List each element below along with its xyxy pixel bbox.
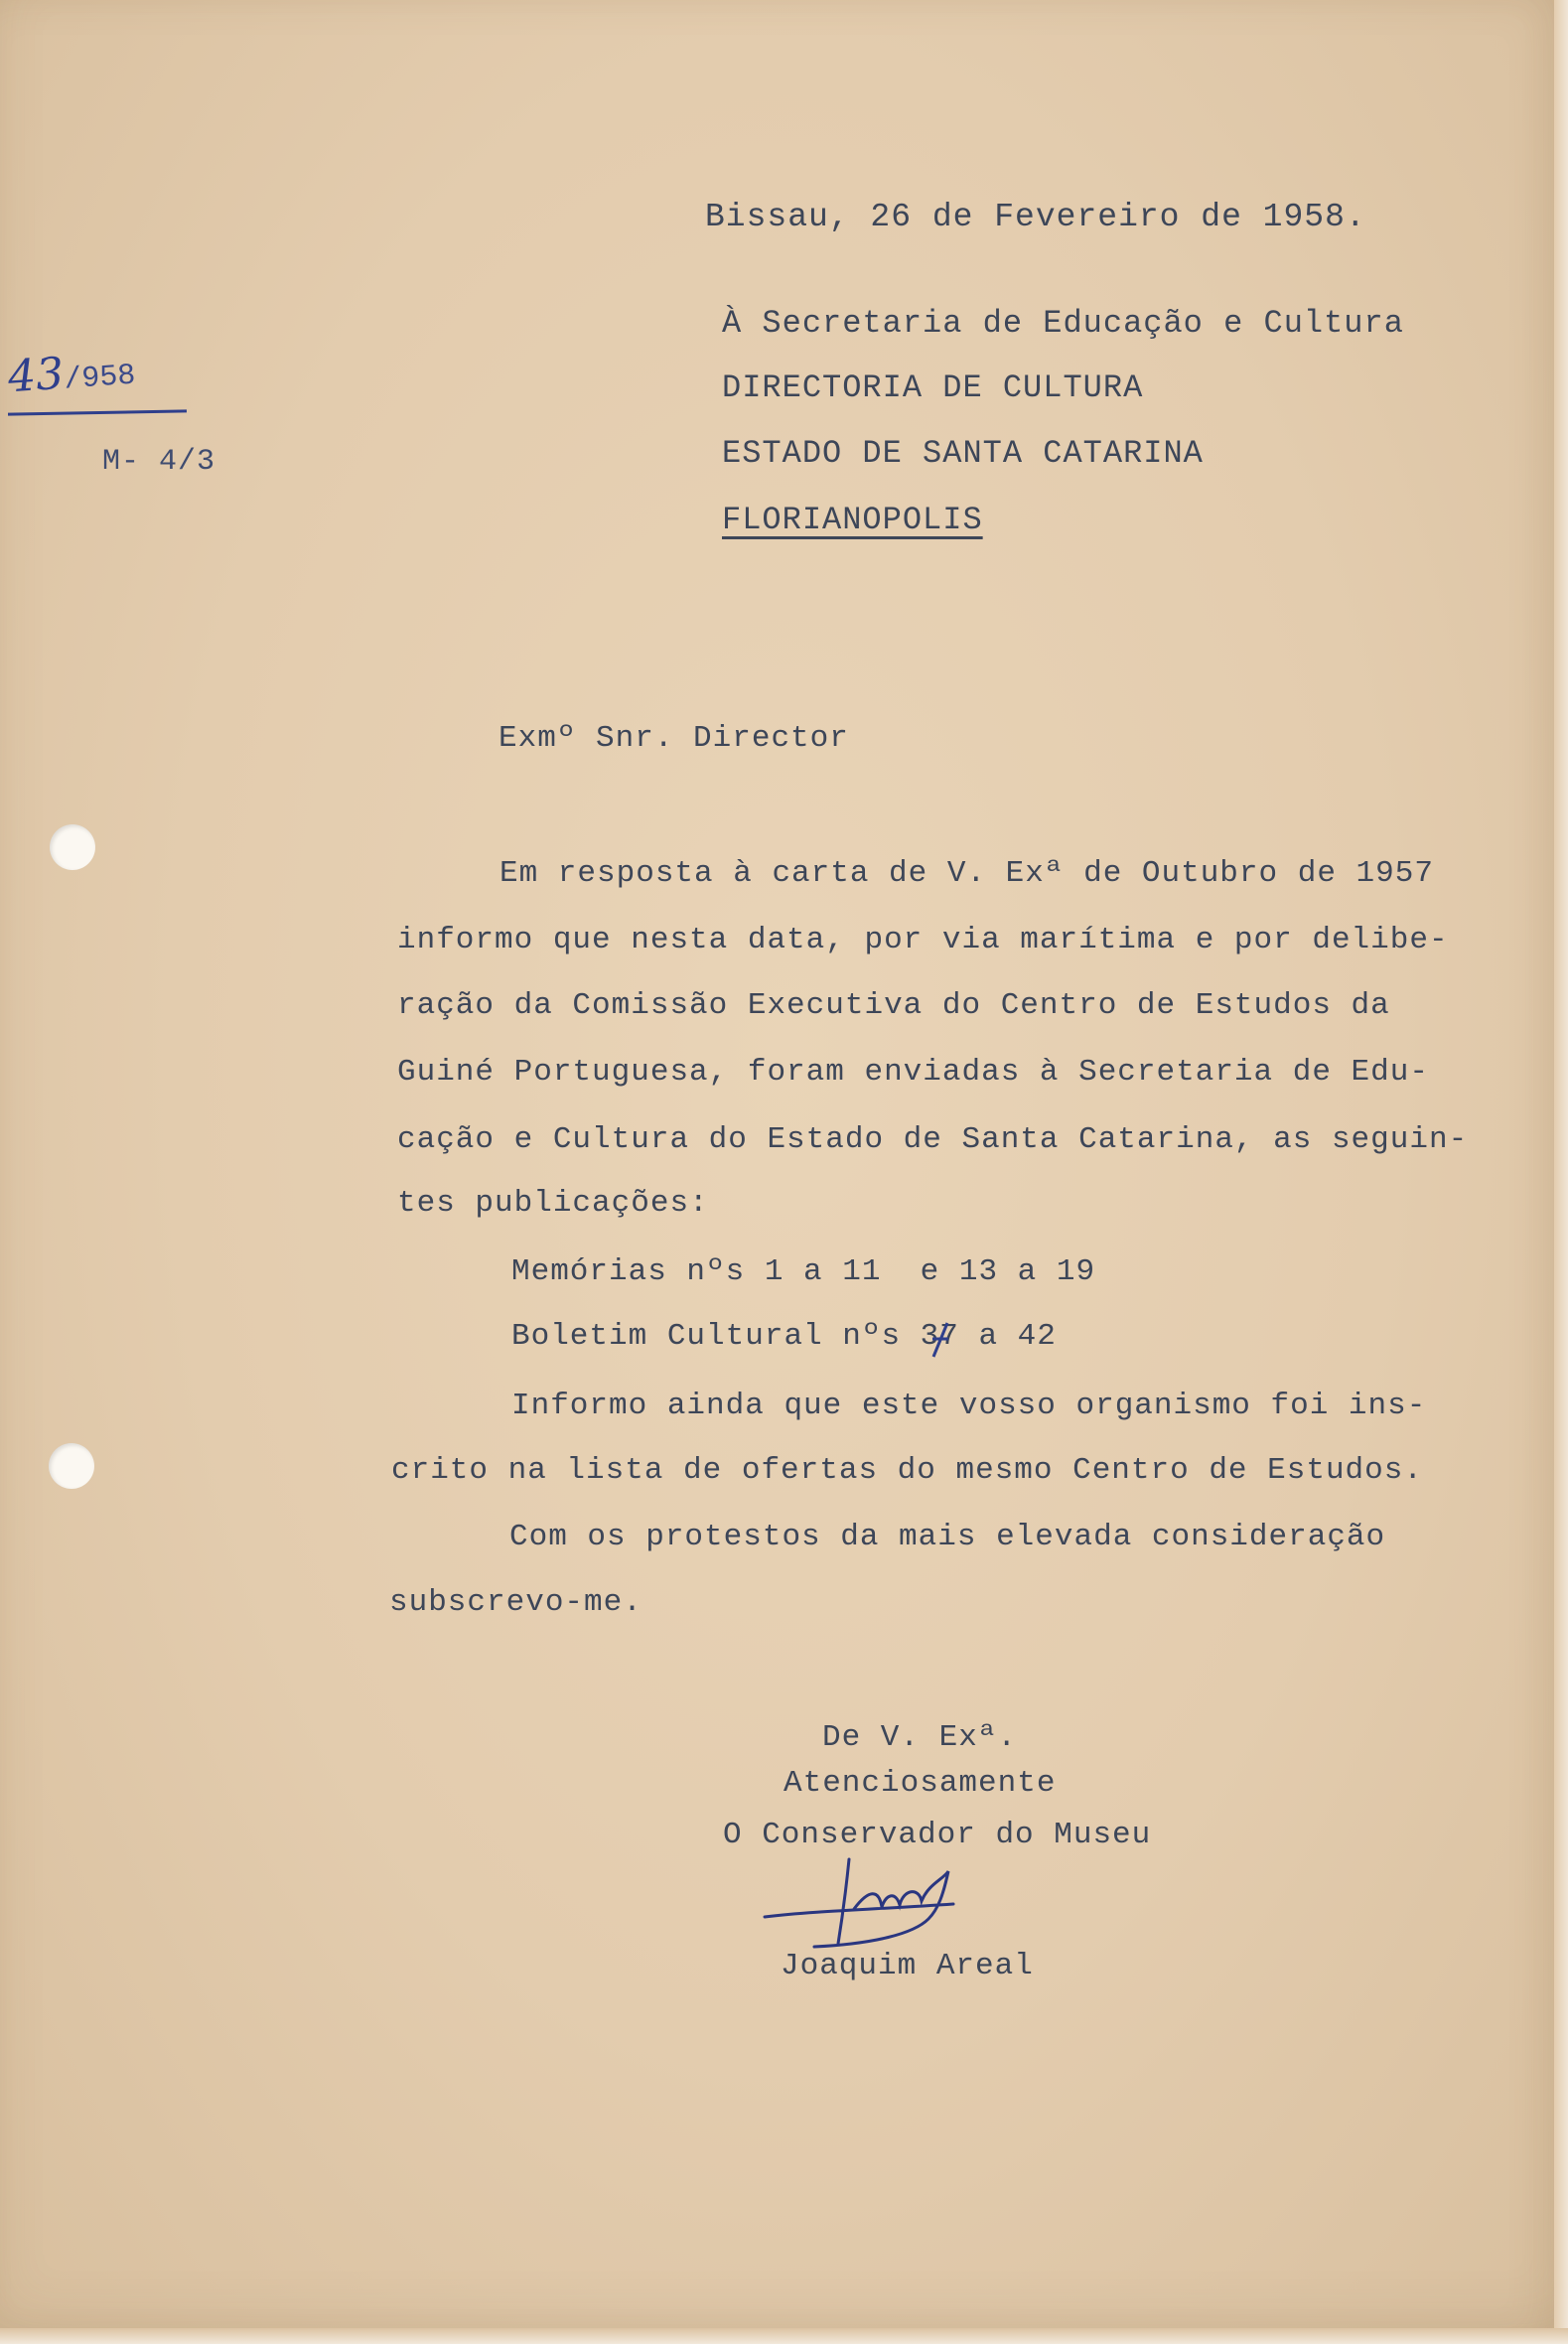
punch-hole-top: [50, 824, 95, 870]
reference-code: M- 4/3: [102, 445, 216, 479]
address-line-2: DIRECTORIA DE CULTURA: [722, 369, 1144, 406]
closing-line-3: O Conservador do Museu: [723, 1818, 1152, 1852]
address-line-1: À Secretaria de Educação e Cultura: [722, 305, 1404, 342]
reference-number: [6, 344, 136, 403]
reference-handwritten-number: 43: [6, 348, 66, 403]
body-line-12: subscrevo-me.: [389, 1585, 642, 1620]
punch-hole-bottom: [49, 1443, 94, 1489]
paper-edge-right: [1554, 0, 1568, 2344]
signatory-name: Joaquim Areal: [781, 1949, 1034, 1983]
date-line: Bissau, 26 de Fevereiro de 1958.: [705, 199, 1366, 235]
handwritten-correction-mark: [930, 1317, 950, 1365]
body-line-5: cação e Cultura do Estado de Santa Catarina, as seguin-: [397, 1122, 1469, 1157]
body-line-11: Com os protestos da mais elevada consideração: [509, 1520, 1386, 1554]
body-line-3: ração da Comissão Executiva do Centro de Estudos da: [397, 988, 1390, 1023]
reference-year: /958: [63, 359, 137, 398]
closing-line-2: Atenciosamente: [784, 1766, 1057, 1801]
body-line-4: Guiné Portuguesa, foram enviadas à Secretaria de Edu-: [397, 1055, 1429, 1090]
closing-line-1: De V. Exª.: [822, 1720, 1018, 1755]
publication-memorias: Memórias nºs 1 a 11 e 13 a 19: [511, 1254, 1096, 1289]
body-line-2: informo que nesta data, por via marítima e por delibe-: [397, 923, 1449, 957]
address-line-4: FLORIANOPOLIS: [722, 502, 983, 538]
publication-boletim: Boletim Cultural nºs 37 a 42: [511, 1319, 1057, 1354]
body-line-9: Informo ainda que este vosso organismo foi ins-: [511, 1389, 1427, 1423]
salutation: Exmº Snr. Director: [499, 721, 849, 756]
paper-edge-bottom: [0, 2328, 1568, 2344]
body-line-6: tes publicações:: [397, 1186, 709, 1221]
address-line-3: ESTADO DE SANTA CATARINA: [722, 435, 1204, 472]
body-line-10: crito na lista de ofertas do mesmo Centro de Estudos.: [391, 1453, 1423, 1488]
body-line-1: Em resposta à carta de V. Exª de Outubro de 1957: [499, 856, 1434, 891]
reference-underline: [8, 409, 187, 415]
